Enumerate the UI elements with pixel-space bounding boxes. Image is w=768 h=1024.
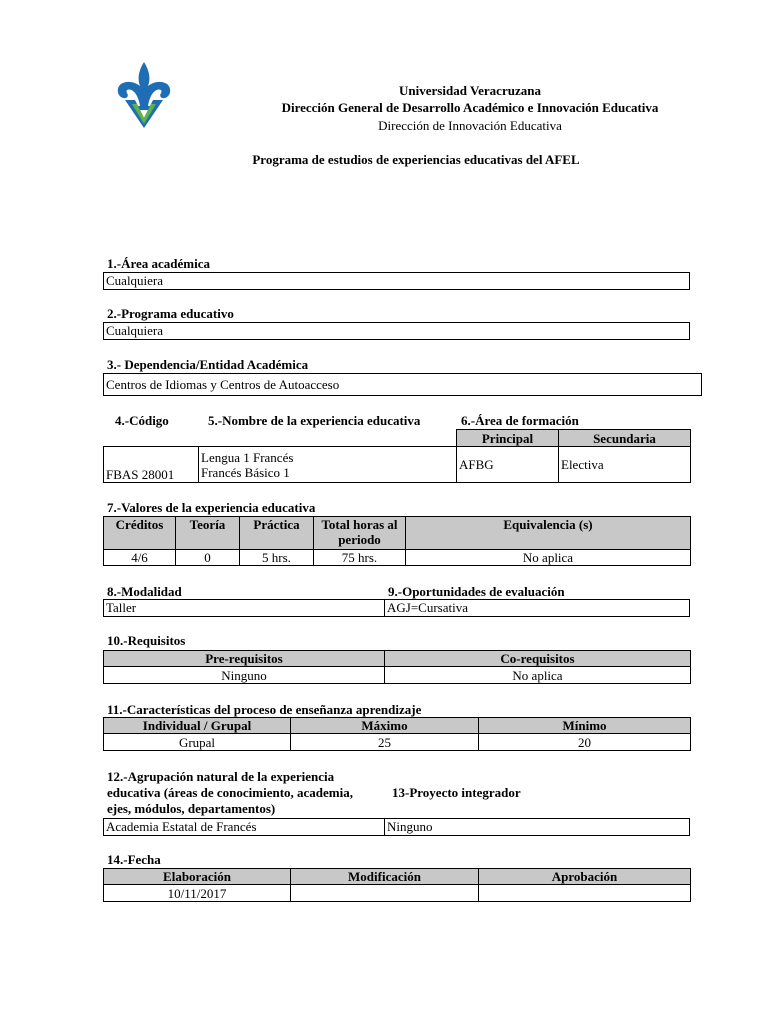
agrupacion-label-line1: 12.-Agrupación natural de la experiencia	[107, 769, 335, 784]
oportunidades-label: 9.-Oportunidades de evaluación	[388, 584, 565, 599]
program-title: Programa de estudios de experiencias educativas del AFEL	[252, 152, 580, 167]
nombre-ee-line1: Lengua 1 Francés	[201, 449, 294, 465]
practica-header: Práctica	[240, 517, 314, 550]
proyecto-integrador-label: 13-Proyecto integrador	[392, 785, 521, 800]
dependencia-label: 3.- Dependencia/Entidad Académica	[107, 357, 309, 372]
individual-grupal-header: Individual / Grupal	[104, 718, 291, 734]
direction-general: Dirección General de Desarrollo Académico e Innovación Educativa	[281, 100, 659, 115]
corequisitos-header: Co-requisitos	[385, 651, 691, 667]
codigo-label: 4.-Código	[115, 413, 169, 428]
nombre-ee-label: 5.-Nombre de la experiencia educativa	[208, 413, 421, 428]
modalidad-value: Taller	[103, 599, 385, 617]
aprobacion-header: Aprobación	[479, 869, 691, 885]
creditos-header: Créditos	[104, 517, 176, 550]
agrupacion-label-line2: educativa (áreas de conocimiento, academia,	[107, 785, 353, 800]
fecha-table	[103, 868, 691, 902]
requisitos-table	[103, 650, 691, 684]
minimo-header: Mínimo	[479, 718, 691, 734]
nombre-ee-value	[199, 447, 457, 483]
corequisitos-value: No aplica	[385, 667, 691, 684]
principal-value: AFBG	[457, 447, 559, 483]
modalidad-label: 8.-Modalidad	[107, 584, 182, 599]
maximo-value: 25	[291, 734, 479, 751]
empty-cell	[104, 430, 199, 447]
teoria-value: 0	[176, 550, 240, 566]
oportunidades-value: AGJ=Cursativa	[384, 599, 690, 617]
direction: Dirección de Innovación Educativa	[378, 118, 562, 133]
modificacion-value	[291, 885, 479, 902]
agrupacion-value: Academia Estatal de Francés	[103, 818, 385, 836]
experiencia-table	[103, 429, 691, 483]
requisitos-label: 10.-Requisitos	[107, 633, 186, 648]
caracteristicas-label: 11.-Características del proceso de enseñanza aprendizaje	[107, 702, 422, 717]
university-name: Universidad Veracruzana	[399, 83, 541, 98]
equivalencia-header: Equivalencia (s)	[406, 517, 691, 550]
creditos-value: 4/6	[104, 550, 176, 566]
caracteristicas-table	[103, 717, 691, 751]
area-formacion-label: 6.-Área de formación	[461, 413, 579, 428]
programa-educativo-value: Cualquiera	[103, 322, 690, 340]
proyecto-integrador-value: Ninguno	[384, 818, 690, 836]
programa-educativo-label: 2.-Programa educativo	[107, 306, 234, 321]
prerequisitos-header: Pre-requisitos	[104, 651, 385, 667]
nombre-ee-line2: Francés Básico 1	[201, 464, 290, 480]
prerequisitos-value: Ninguno	[104, 667, 385, 684]
teoria-header: Teoría	[176, 517, 240, 550]
elaboracion-header: Elaboración	[104, 869, 291, 885]
maximo-header: Máximo	[291, 718, 479, 734]
area-academica-label: 1.-Área académica	[107, 256, 211, 271]
principal-header: Principal	[457, 430, 559, 447]
total-horas-header: Total horas al periodo	[314, 517, 406, 550]
valores-table	[103, 516, 691, 566]
total-horas-value: 75 hrs.	[314, 550, 406, 566]
modificacion-header: Modificación	[291, 869, 479, 885]
university-logo	[115, 60, 173, 130]
empty-cell	[199, 430, 457, 447]
aprobacion-value	[479, 885, 691, 902]
practica-value: 5 hrs.	[240, 550, 314, 566]
valores-label: 7.-Valores de la experiencia educativa	[107, 500, 316, 515]
area-academica-value: Cualquiera	[103, 272, 690, 290]
agrupacion-label-line3: ejes, módulos, departamentos)	[107, 801, 276, 816]
secundaria-value: Electiva	[559, 447, 691, 483]
fecha-label: 14.-Fecha	[107, 852, 161, 867]
individual-grupal-value: Grupal	[104, 734, 291, 751]
secundaria-header: Secundaria	[559, 430, 691, 447]
dependencia-value: Centros de Idiomas y Centros de Autoacceso	[103, 373, 702, 396]
elaboracion-value: 10/11/2017	[104, 885, 291, 902]
minimo-value: 20	[479, 734, 691, 751]
codigo-value: FBAS 28001	[104, 447, 199, 483]
equivalencia-value: No aplica	[406, 550, 691, 566]
